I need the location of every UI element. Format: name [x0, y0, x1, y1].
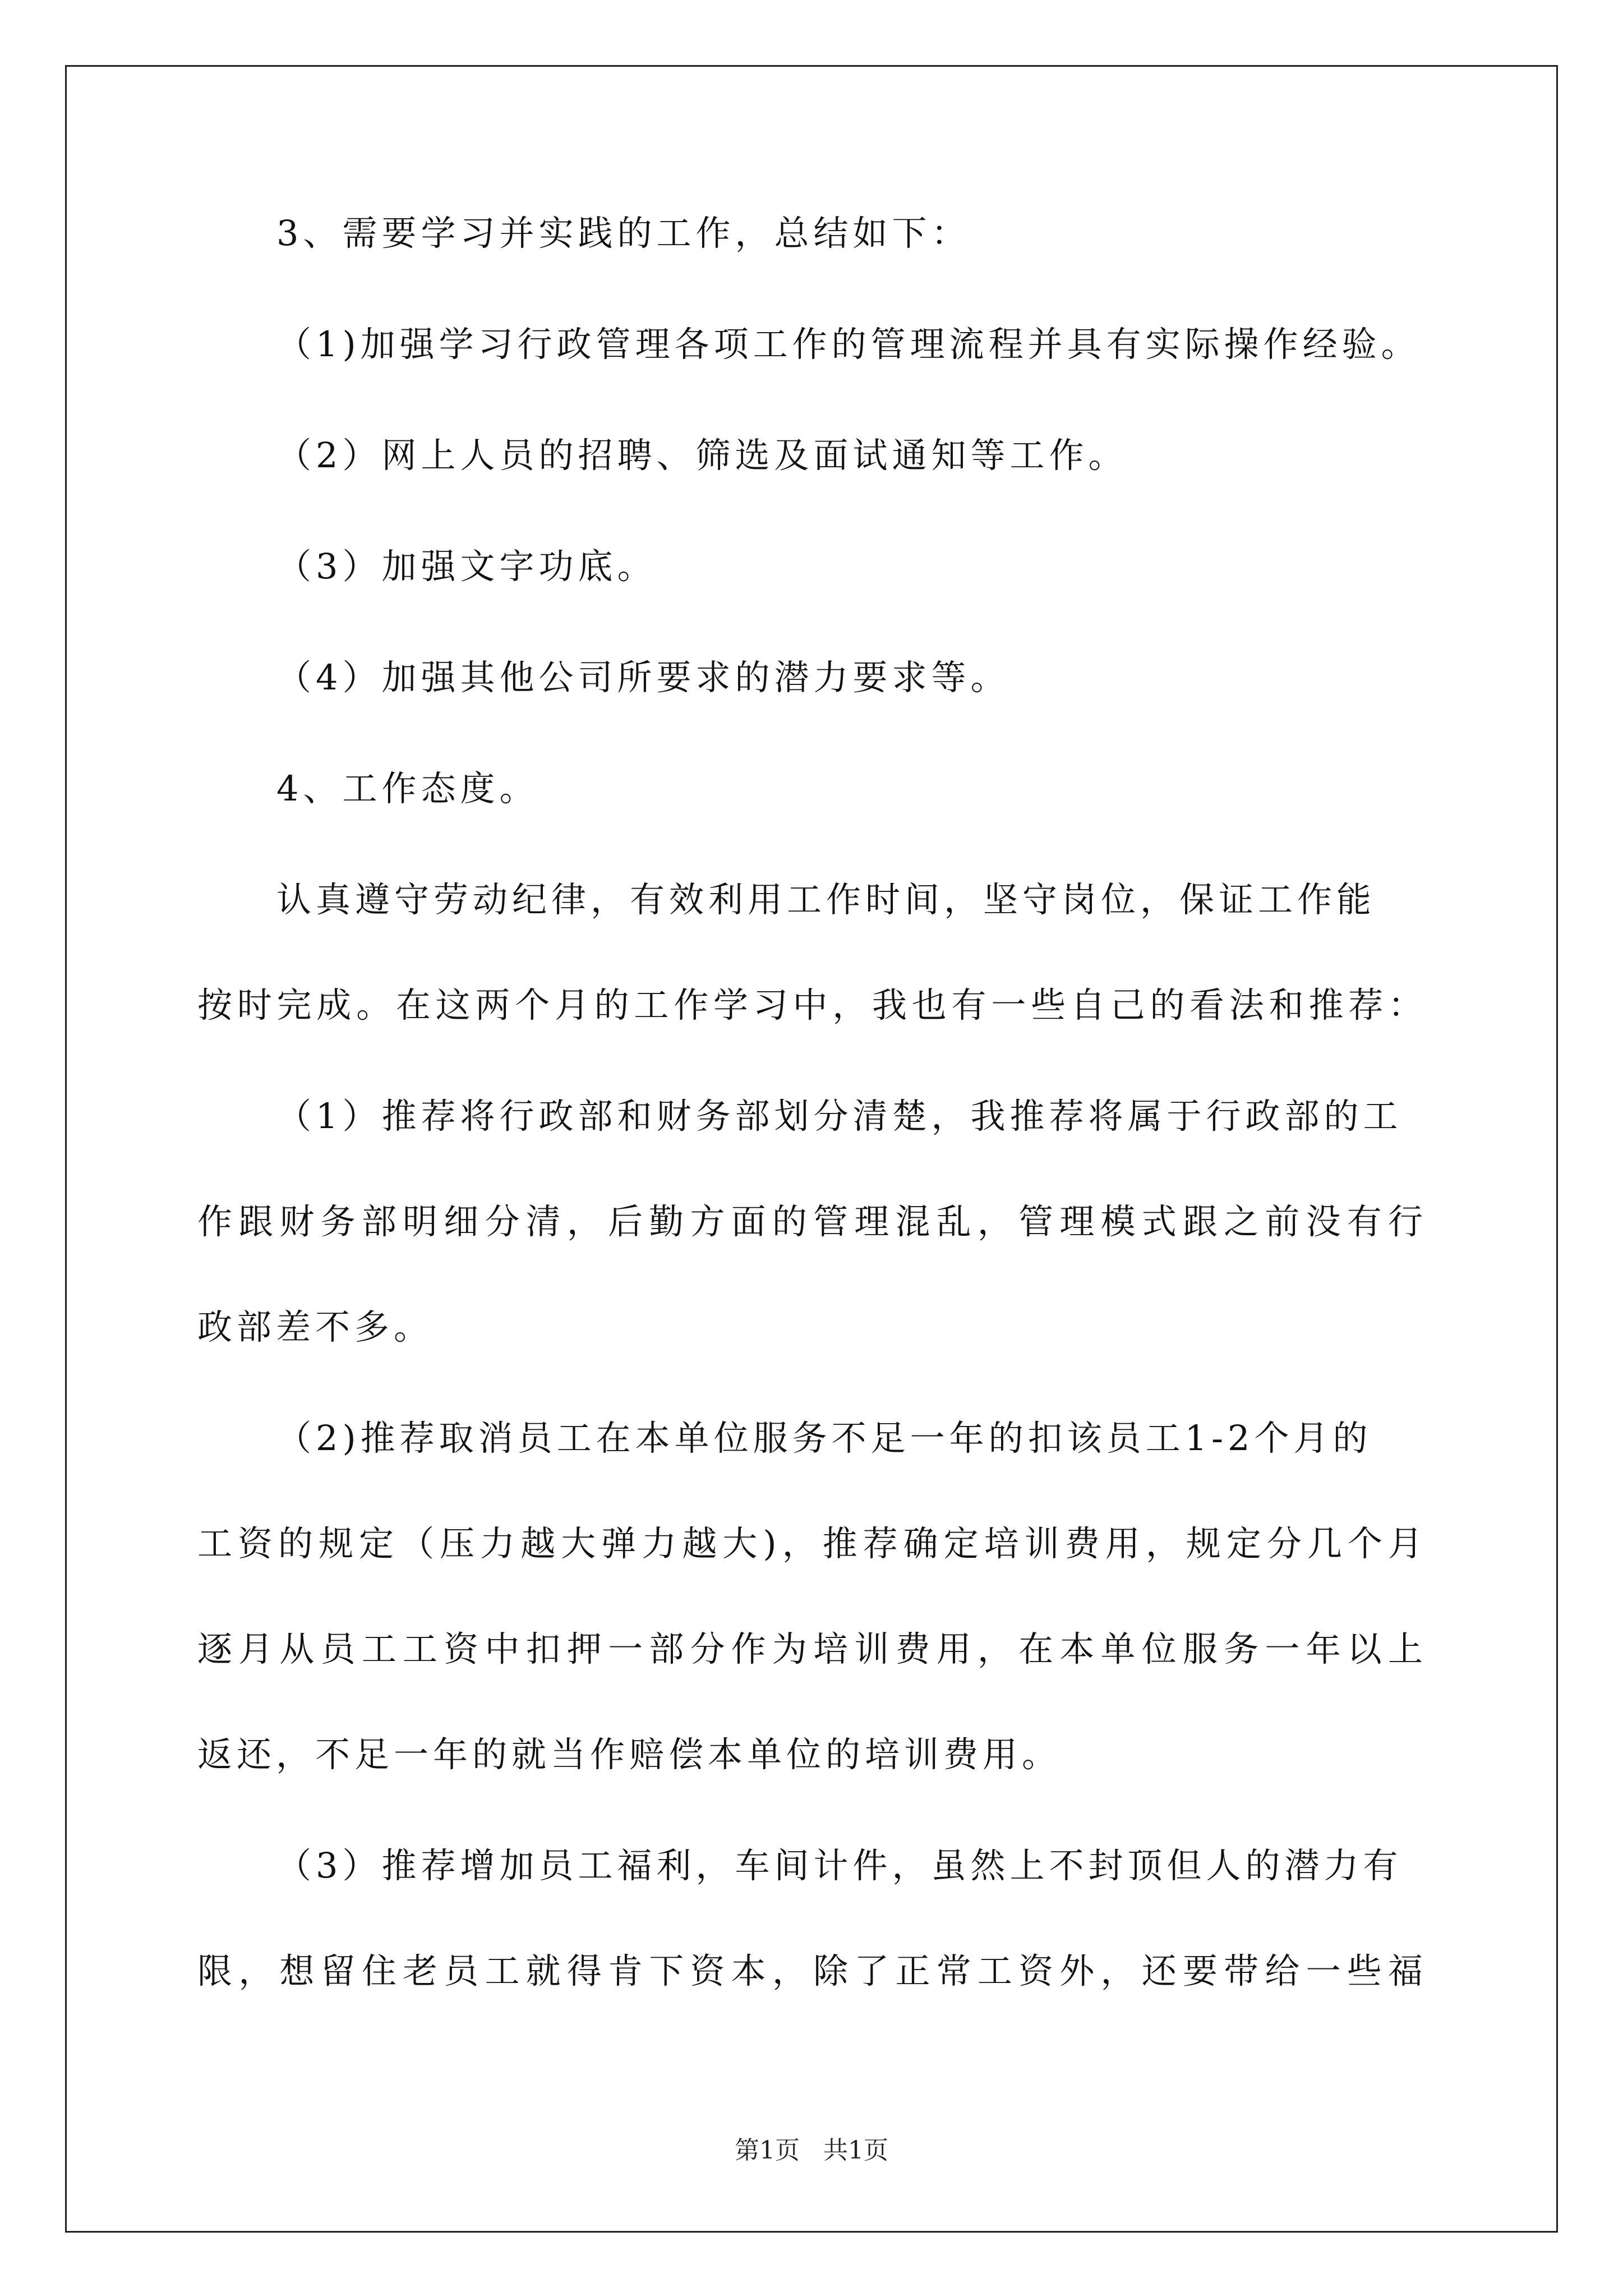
page-number-footer: 第1页 共1页	[735, 2136, 888, 2165]
text-line-3: （2）网上人员的招聘、筛选及面试通知等工作。	[276, 435, 1128, 476]
text-line-13: 工资的规定（压力越大弹力越大)，推荐确定培训费用，规定分几个月	[197, 1523, 1423, 1564]
text-line-2: （1)加强学习行政管理各项工作的管理流程并具有实际操作经验。	[276, 324, 1421, 365]
text-line-5: （4）加强其他公司所要求的潜力要求等。	[276, 657, 1010, 698]
text-line-6: 4、工作态度。	[276, 768, 539, 809]
text-line-14: 逐月从员工工资中扣押一部分作为培训费用，在本单位服务一年以上	[197, 1628, 1423, 1669]
text-line-15: 返还，不足一年的就当作赔偿本单位的培训费用。	[197, 1734, 1062, 1775]
text-line-10: 作跟财务部明细分清，后勤方面的管理混乱，管理模式跟之前没有行	[197, 1201, 1423, 1242]
text-line-4: （3）加强文字功底。	[276, 546, 657, 587]
text-line-1: 3、需要学习并实践的工作，总结如下：	[276, 213, 971, 254]
text-line-17: 限，想留住老员工就得肯下资本，除了正常工资外，还要带给一些福	[197, 1950, 1423, 1991]
text-line-11: 政部差不多。	[197, 1306, 434, 1347]
text-line-9: （1）推荐将行政部和财务部划分清楚，我推荐将属于行政部的工	[276, 1096, 1403, 1137]
text-line-16: （3）推荐增加员工福利，车间计件，虽然上不封顶但人的潜力有	[276, 1845, 1403, 1886]
text-line-7: 认真遵守劳动纪律，有效利用工作时间，坚守岗位，保证工作能	[276, 879, 1376, 920]
text-line-12: （2)推荐取消员工在本单位服务不足一年的扣该员工1-2个月的	[276, 1418, 1372, 1458]
page-border	[65, 65, 1558, 2233]
text-line-8: 按时完成。在这两个月的工作学习中，我也有一些自己的看法和推荐：	[197, 984, 1423, 1025]
